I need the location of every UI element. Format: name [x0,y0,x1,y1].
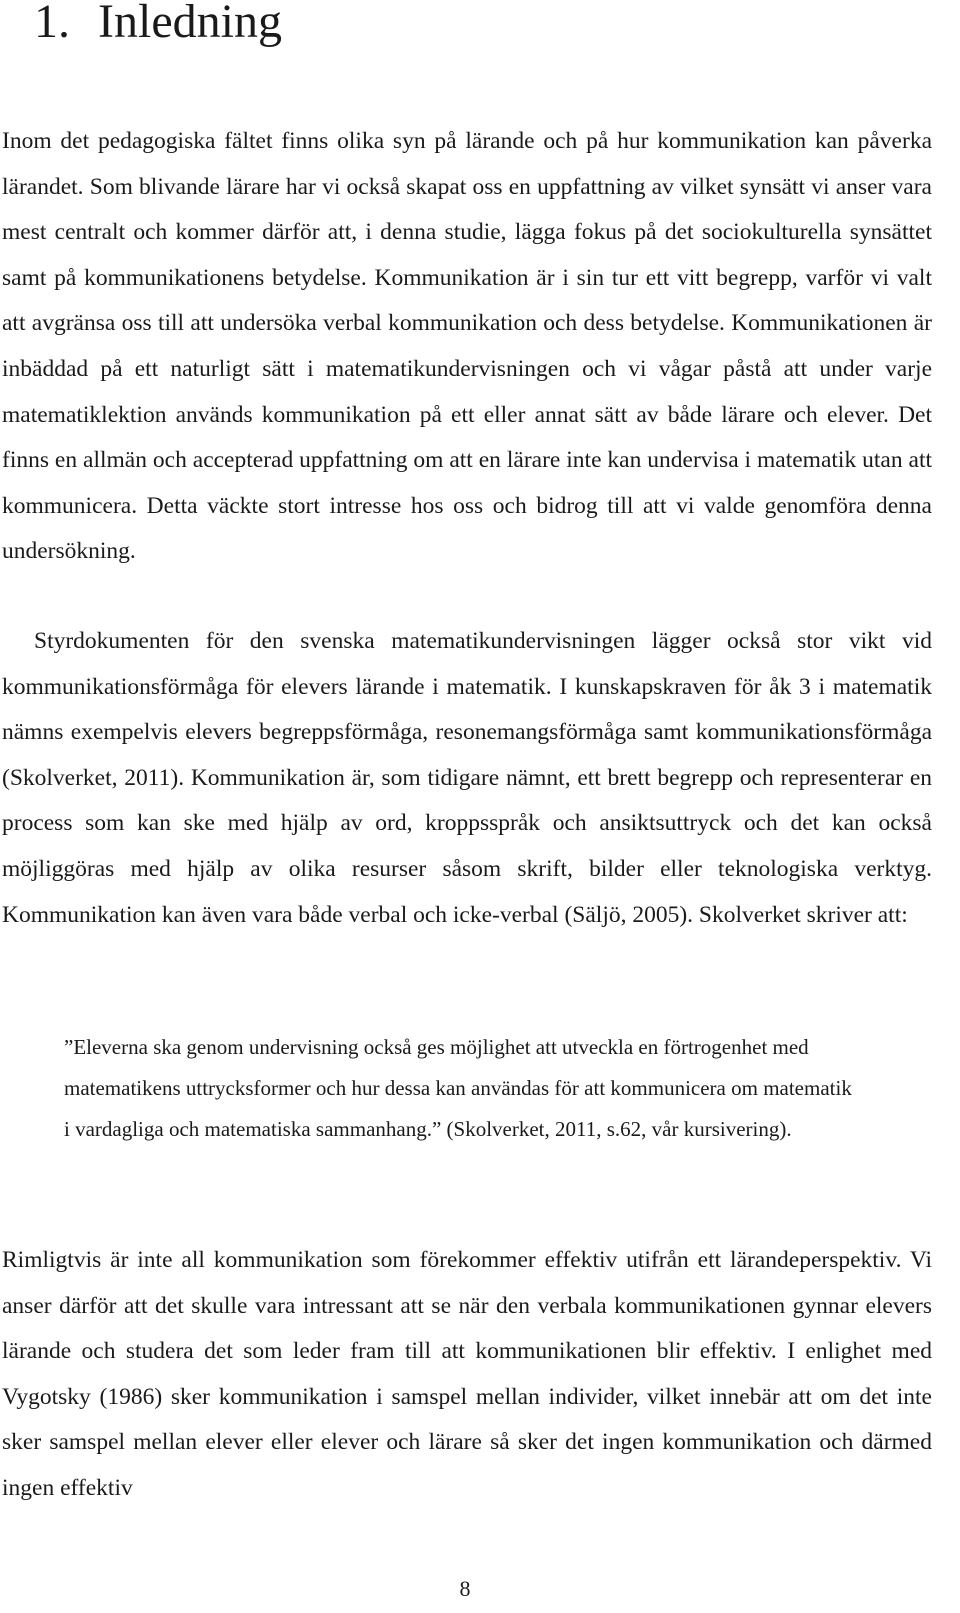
chapter-title: Inledning [98,0,282,48]
body-paragraph-intro: Inom det pedagogiska fältet finns olika syn på lärande och på hur kommunikation kan påverka lärandet. Som blivande lärare har vi också skapat oss en uppfattning av vilket synsätt vi anser vara mest centralt och kommer därför att, i denna studie, lägga fokus på det sociokulturella synsättet samt på kommunikationens betydelse. Kommunikation är i sin tur ett vitt begrepp, varför vi valt att avgränsa oss till att undersöka verbal kommunikation och dess betydelse. Kommunikationen är inbäddad på ett naturligt sätt i matematikundervisningen och vi vågar påstå att under varje matematiklektion används kommunikation på ett eller annat sätt av både lärare och elever. Det finns en allmän och accepterad uppfattning om att en lärare inte kan undervisa i matematik utan att kommunicera. Detta väckte stort intresse hos oss och bidrog till att vi valde genomföra denna undersökning. [2,128,932,565]
chapter-heading [34,0,282,52]
block-quote: ”Eleverna ska genom undervisning också ges möjlighet att utveckla en förtrogenhet med matematikens uttrycksformer och hur dessa kan användas för att kommunicera om matematik i vardagliga och matematiska sammanhang.” (Skolverket, 2011, s.62, vår kursivering). [64,1035,852,1141]
page-number: 8 [459,1576,471,1601]
body-paragraph-curriculum: Styrdokumenten för den svenska matematikundervisningen lägger också stor vikt vid kommunikationsförmåga för elevers lärande i matematik. I kunskapskraven för åk 3 i matematik nämns exempelvis elevers begreppsförmåga, resonemangsförmåga samt kommunikationsförmåga (Skolverket, 2011). Kommunikation är, som tidigare nämnt, ett brett begrepp och representerar en process som kan ske med hjälp av ord, kroppsspråk och ansiktsuttryck och det kan också möjliggöras med hjälp av olika resurser såsom skrift, bilder eller teknologiska verktyg. Kommunikation kan även vara både verbal och icke-verbal (Säljö, 2005). Skolverket skriver att: [2,628,932,928]
chapter-number: 1. [34,0,70,48]
body-paragraph-effective-communication: Rimligtvis är inte all kommunikation som förekommer effektiv utifrån ett lärandeperspektiv. Vi anser därför att det skulle vara intressant att se när den verbala kommunikationen gynnar elevers lärande och studera det som leder fram till att kommunikationen blir effektiv. I enlighet med Vygotsky (1986) sker kommunikation i samspel mellan individer, vilket innebär att om det inte sker samspel mellan elever eller elever och lärare så sker det ingen kommunikation och därmed ingen effektiv [2,1247,932,1501]
